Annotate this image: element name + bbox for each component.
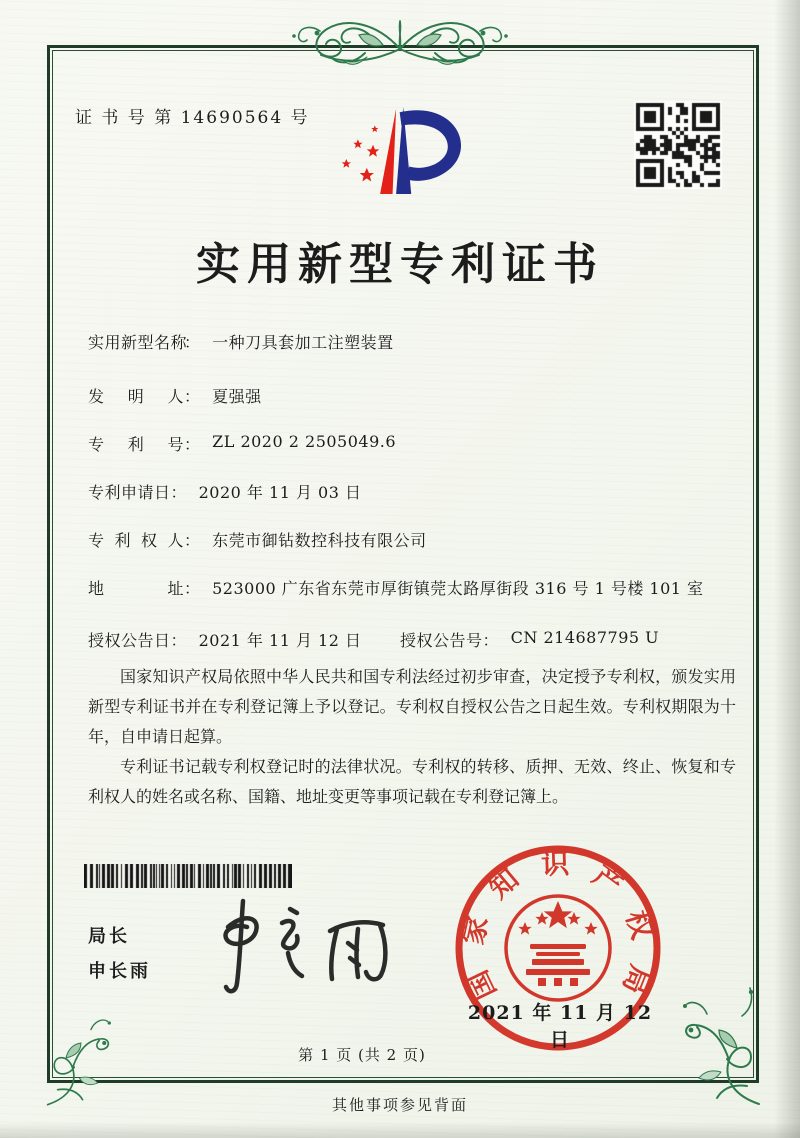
- handwritten-signature-icon: [190, 893, 400, 998]
- cnipa-logo-icon: [325, 98, 485, 203]
- field-row-grant-date: [88, 628, 362, 651]
- field-colon: ：: [184, 435, 201, 454]
- field-row-patentee: [88, 528, 427, 551]
- field-value: 东莞市御钻数控科技有限公司: [212, 531, 427, 550]
- field-colon: ：: [170, 483, 188, 502]
- field-row-inventor: [88, 384, 262, 407]
- barcode-icon: [84, 864, 292, 888]
- qr-code-icon: [634, 101, 722, 189]
- field-colon: ：: [184, 579, 201, 598]
- field-value: ZL 2020 2 2505049.6: [212, 432, 397, 451]
- field-value: 夏强强: [212, 387, 262, 406]
- field-colon: ：: [170, 631, 188, 650]
- field-value: 2021 年 11 月 12 日: [198, 631, 362, 650]
- seal-organization: 国家知识产权局: [456, 847, 659, 1005]
- legal-paragraph-2: 专利证书记载专利权登记时的法律状况。专利权的转移、质押、无效、终止、恢复和专利权人的姓名或名称、国籍、地址变更等事项记载在专利登记簿上。: [88, 757, 736, 806]
- officer-title: 局长: [88, 926, 130, 947]
- bottom-left-flourish-icon: [33, 1008, 128, 1108]
- top-flourish-ornament-icon: [275, 5, 525, 90]
- field-colon: ：: [482, 631, 500, 650]
- photo-edge-shadow-bottom: [0, 1122, 800, 1138]
- field-row-publication-number: [400, 628, 659, 651]
- field-label: 实用新型名称: [88, 333, 188, 352]
- field-label: 专利申请日: [88, 483, 171, 502]
- field-label: 发明人: [88, 387, 184, 406]
- certificate-number: 证 书 号 第 14690564 号: [75, 108, 310, 128]
- field-row-patent-number: [88, 432, 396, 455]
- field-value: CN 214687795 U: [510, 628, 660, 647]
- field-label: 授权公告日: [88, 631, 171, 650]
- field-label: 授权公告号: [400, 631, 483, 650]
- field-value: 523000 广东省东莞市厚街镇莞太路厚街段 316 号 1 号楼 101 室: [212, 579, 704, 598]
- officer-name: 申长雨: [88, 961, 151, 982]
- page-indicator: 第 1 页 (共 2 页): [298, 1046, 426, 1064]
- field-value: 一种刀具套加工注塑装置: [212, 333, 394, 352]
- field-colon: ：: [184, 333, 201, 352]
- field-row-filing-date: [88, 480, 362, 503]
- certificate-title: 实用新型专利证书: [196, 239, 604, 290]
- legal-text-block: [88, 662, 736, 812]
- field-row-address: [88, 576, 760, 601]
- field-row-name: [88, 330, 394, 353]
- bottom-right-flourish-icon: [672, 986, 767, 1108]
- field-colon: ：: [184, 387, 201, 406]
- photo-edge-shadow-right: [774, 0, 800, 1138]
- field-label: 专利号: [88, 435, 184, 454]
- national-emblem-icon: [506, 896, 610, 1000]
- seal-date: 2021 年 11 月 12 日: [467, 1002, 653, 1051]
- back-side-note: 其他事项参见背面: [331, 1096, 468, 1114]
- legal-paragraph-1: 国家知识产权局依照中华人民共和国专利法经过初步审查，决定授予专利权，颁发实用新型专利证书并在专利登记簿上予以登记。专利权自授权公告之日起生效。专利权期限为十年，自申请日起算。: [88, 667, 736, 746]
- field-value: 2020 年 11 月 03 日: [198, 483, 362, 502]
- field-label: 专利权人: [88, 531, 184, 550]
- field-colon: ：: [184, 531, 201, 550]
- field-label: 地址: [88, 579, 184, 598]
